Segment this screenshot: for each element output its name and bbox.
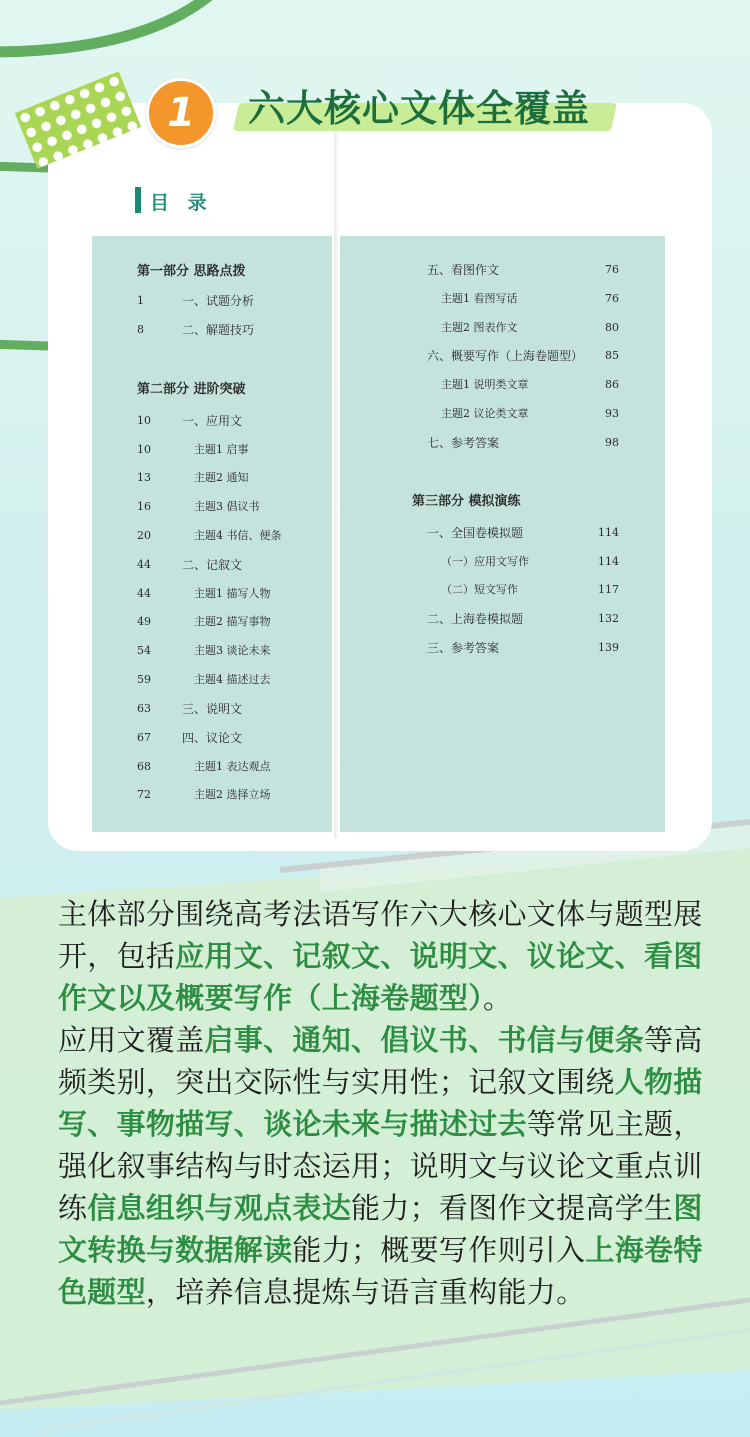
toc-page-number: 44 <box>137 587 151 600</box>
toc-entry: 七、参考答案 <box>427 436 500 450</box>
toc-entry: 主题3 倡议书 <box>194 500 260 513</box>
toc-page-number: 114 <box>598 555 619 568</box>
toc-page-number: 67 <box>137 731 151 744</box>
toc-page-number: 16 <box>137 500 151 513</box>
toc-entry: 五、看图作文 <box>427 263 500 277</box>
toc-page-number: 132 <box>598 612 619 625</box>
body-text: 主体部分围绕高考法语写作六大核心文体与题型展开，包括 <box>58 897 703 973</box>
toc-entry: 第一部分 思路点拨 <box>137 264 246 279</box>
toc-page-number: 59 <box>137 673 151 686</box>
toc-entry: 主题1 描写人物 <box>194 587 271 600</box>
toc-entry: 第三部分 模拟演练 <box>412 494 521 509</box>
body-text: 。 <box>483 981 513 1015</box>
toc-entry: 二、记叙文 <box>182 558 243 572</box>
highlighted-text: 图文转换与数据解读 <box>58 1191 703 1267</box>
highlighted-text: 启事、通知、倡议书、书信与便条 <box>204 1023 645 1057</box>
toc-entry: 主题1 启事 <box>194 443 249 456</box>
toc-page-number: 1 <box>137 294 144 307</box>
toc-page-number: 20 <box>137 529 151 542</box>
toc-heading-bar <box>135 187 141 213</box>
toc-page-number: 49 <box>137 615 151 628</box>
toc-page-number: 72 <box>137 788 151 801</box>
toc-entry: 一、试题分析 <box>182 294 255 308</box>
section-number-badge: 1 <box>146 78 216 148</box>
toc-entry: 主题4 描述过去 <box>194 673 271 686</box>
toc-page-number: 76 <box>605 263 619 276</box>
toc-page-number: 10 <box>137 414 151 427</box>
toc-entry: 四、议论文 <box>182 731 243 745</box>
page-title: 六大核心文体全覆盖 <box>248 87 590 130</box>
highlighted-text: 信息组织与观点表达 <box>87 1191 352 1225</box>
toc-entry: 主题2 选择立场 <box>194 788 271 801</box>
toc-page-number: 76 <box>605 292 619 305</box>
toc-entry: 三、参考答案 <box>427 641 500 655</box>
body-text: 能力；概要写作则引入 <box>292 1233 586 1267</box>
toc-heading: 目 录 <box>150 192 213 214</box>
toc-page-number: 10 <box>137 443 151 456</box>
toc-page-number: 13 <box>137 471 151 484</box>
toc-entry: 主题2 图表作文 <box>441 321 518 334</box>
body-text: 应用文覆盖 <box>58 1023 205 1057</box>
toc-page-number: 98 <box>605 436 619 449</box>
toc-entry: 主题3 谈论未来 <box>194 644 271 657</box>
toc-page-number: 80 <box>605 321 619 334</box>
description <box>58 893 708 1313</box>
toc-page-number: 68 <box>137 760 151 773</box>
toc-page-number: 114 <box>598 526 619 539</box>
book-spine <box>334 118 338 838</box>
toc-entry: 主题1 表达观点 <box>194 760 271 773</box>
toc-entry: 一、应用文 <box>182 414 243 428</box>
toc-entry: 六、概要写作（上海卷题型） <box>427 349 584 363</box>
toc-page-number: 63 <box>137 702 151 715</box>
body-text: 等高频类别，突出交际性与实用性；记叙文围绕 <box>58 1023 703 1099</box>
body-text: ，培养信息提炼与语言重构能力。 <box>145 1275 586 1309</box>
toc-entry: （一）应用文写作 <box>441 555 529 568</box>
toc-entry: 二、解题技巧 <box>182 323 255 337</box>
toc-entry: 主题4 书信、便条 <box>194 529 282 542</box>
body-text: 等常见主题，强化叙事结构与时态运用；说明文与议论文重点训练 <box>58 1107 703 1225</box>
toc-entry: 主题2 议论类文章 <box>441 407 529 420</box>
toc-entry: 主题2 通知 <box>194 471 249 484</box>
highlighted-text: 人物描写、事物描写、谈论未来与描述过去 <box>58 1065 703 1141</box>
toc-page-number: 117 <box>598 583 619 596</box>
toc-entry: 主题1 看图写话 <box>441 292 518 305</box>
toc-page-number: 54 <box>137 644 151 657</box>
toc-entry: 主题1 说明类文章 <box>441 378 529 391</box>
toc-entry: （二）短文写作 <box>441 583 518 596</box>
toc-page-number: 8 <box>137 323 144 336</box>
toc-page-number: 44 <box>137 558 151 571</box>
toc-page-number: 85 <box>605 349 619 362</box>
toc-entry: 第二部分 进阶突破 <box>137 382 246 397</box>
toc-entry: 主题2 描写事物 <box>194 615 271 628</box>
toc-entry: 三、说明文 <box>182 702 243 716</box>
toc-page-number: 139 <box>598 641 619 654</box>
body-text: 能力；看图作文提高学生 <box>351 1191 674 1225</box>
description-paragraph-1 <box>58 893 708 1019</box>
toc-page-number: 86 <box>605 378 619 391</box>
highlighted-text: 应用文、记叙文、说明文、议论文、看图作文以及概要写作（上海卷题型） <box>58 939 703 1015</box>
description-paragraph-2 <box>58 1019 708 1313</box>
toc-page-number: 93 <box>605 407 619 420</box>
toc-entry: 一、全国卷模拟题 <box>427 526 524 540</box>
highlighted-text: 上海卷特色题型 <box>58 1233 703 1309</box>
toc-entry: 二、上海卷模拟题 <box>427 612 524 626</box>
